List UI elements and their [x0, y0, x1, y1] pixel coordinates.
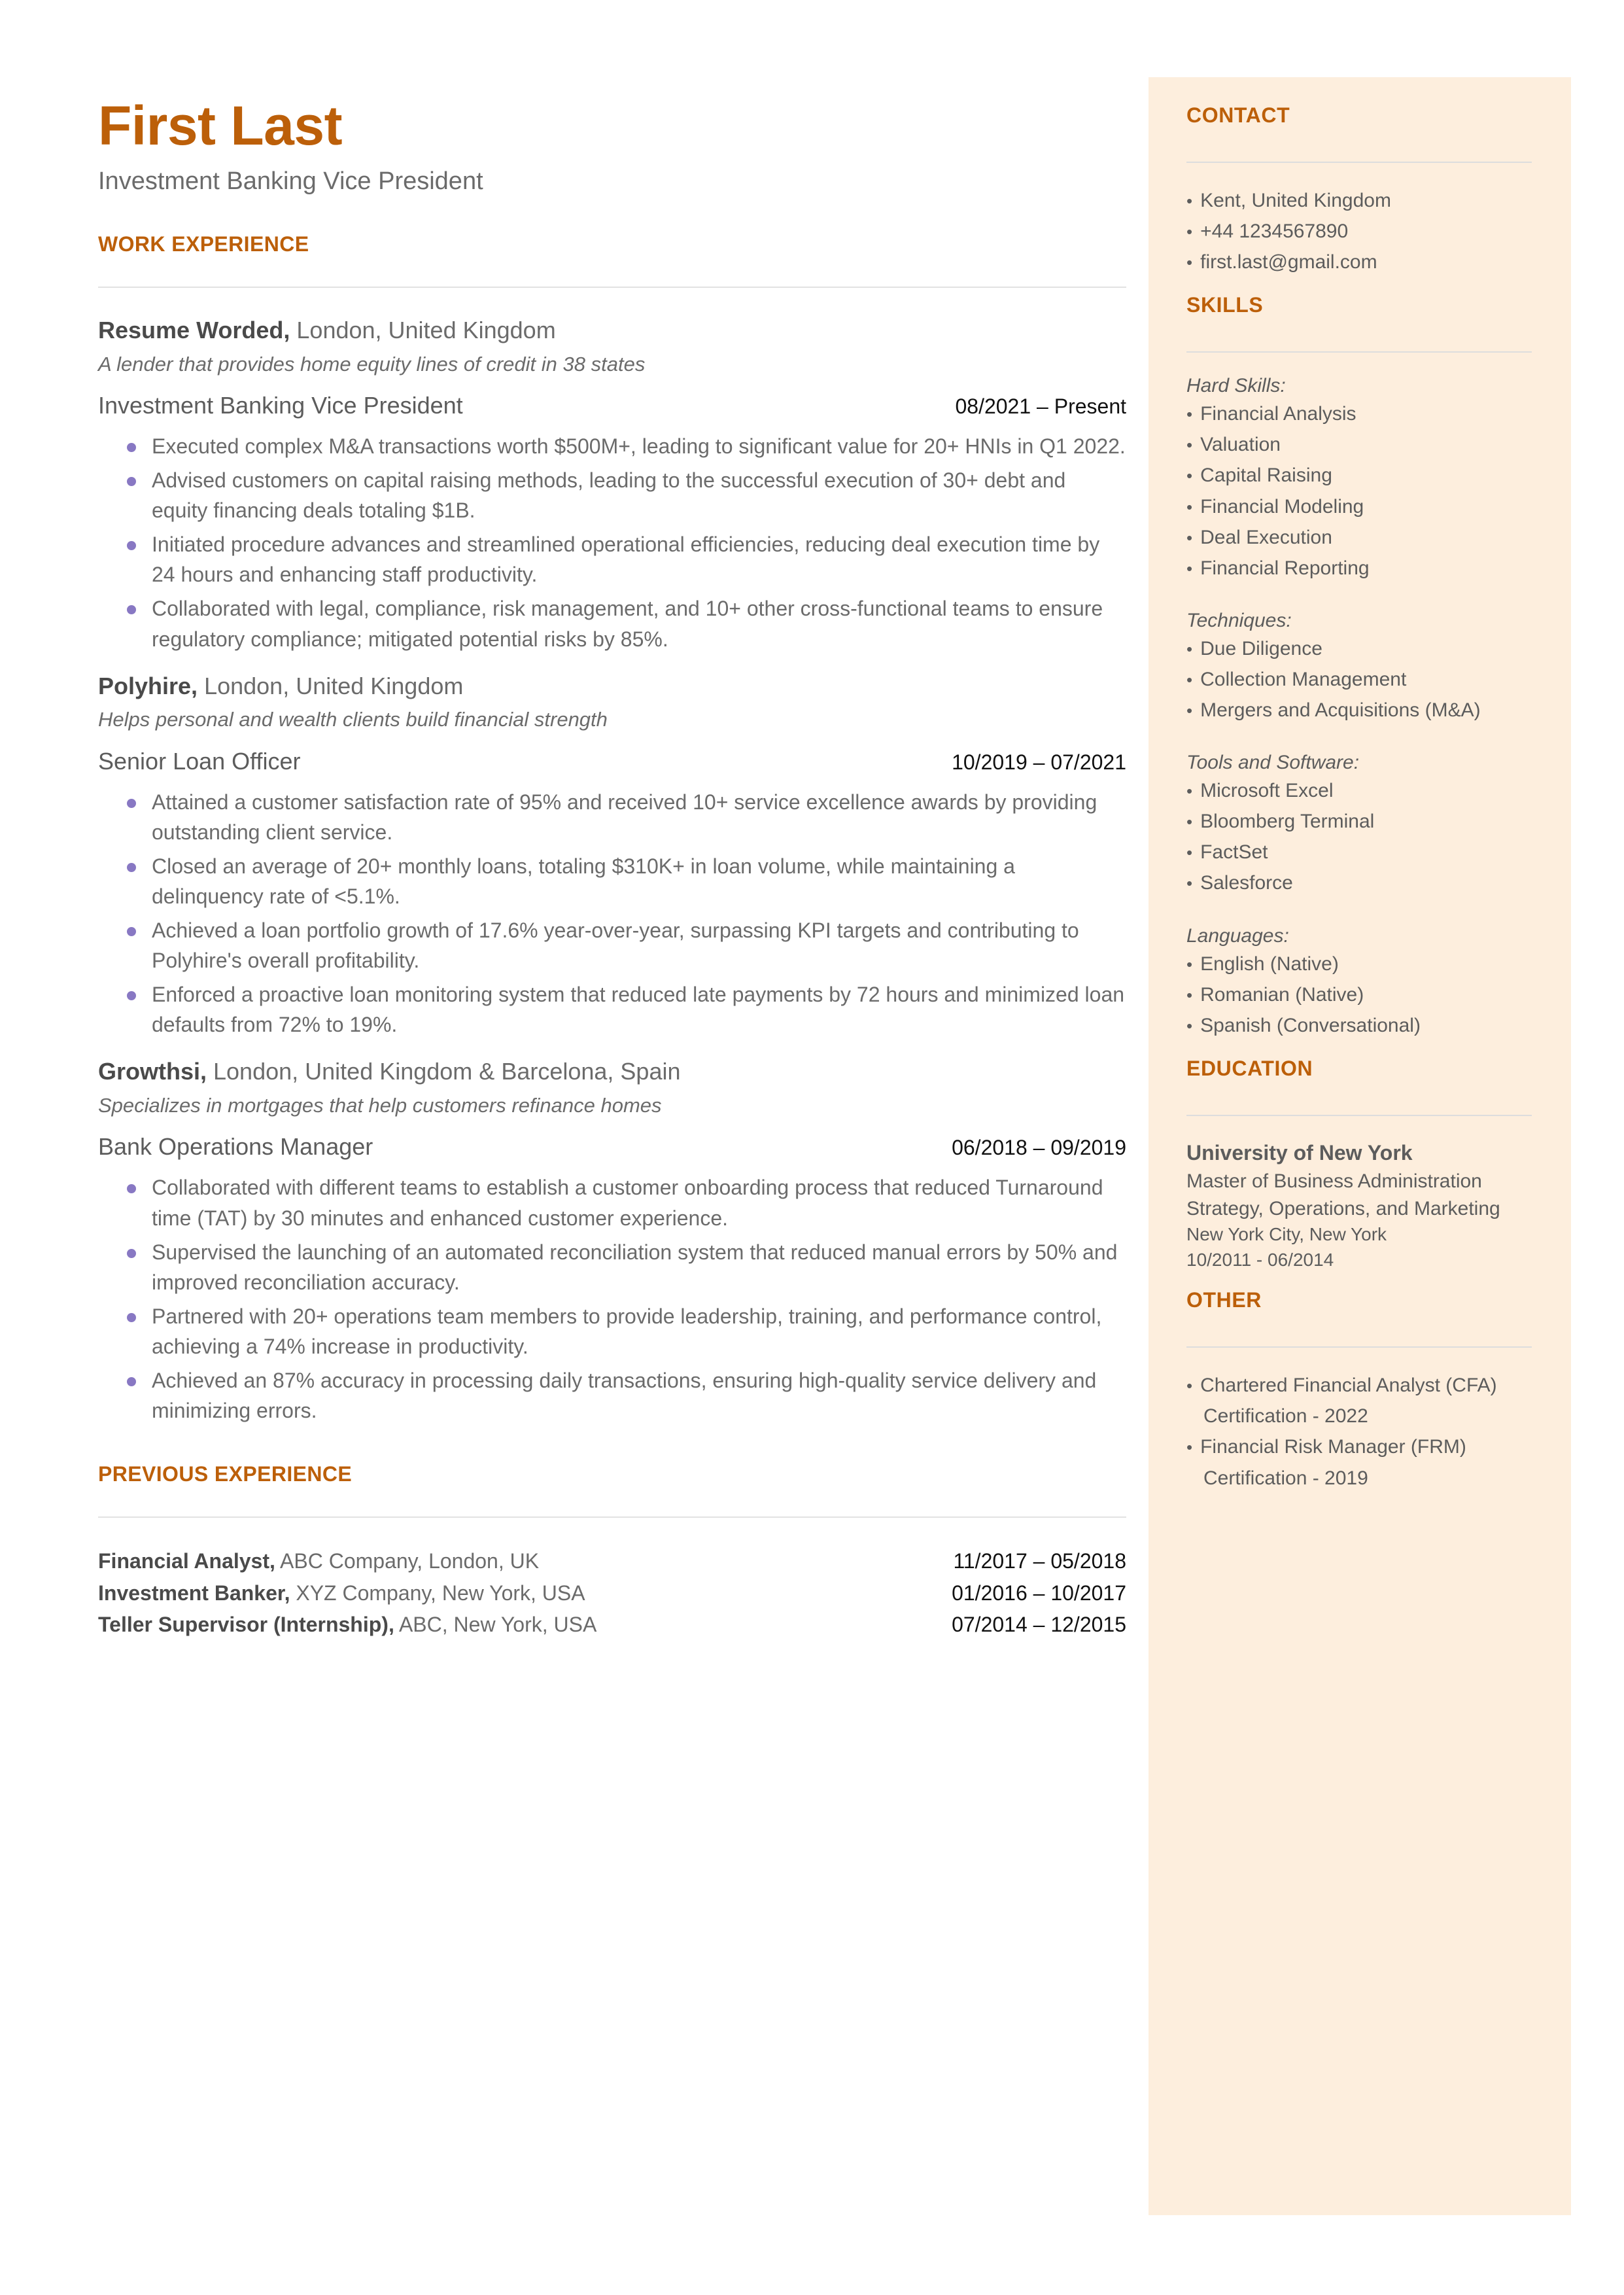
job-bullet-list	[98, 431, 1126, 654]
divider-work-experience	[98, 287, 1126, 288]
other-list	[1186, 1370, 1532, 1493]
section-heading-previous-experience: PREVIOUS EXPERIENCE	[98, 1462, 353, 1486]
job-title: Bank Operations Manager	[98, 1133, 373, 1161]
sidebar-heading-other: OTHER	[1186, 1288, 1262, 1312]
job-bullet: Initiated procedure advances and streamlined operational efficiencies, reducing deal execution time by 24 hours and enhancing staff productivity.	[98, 529, 1126, 589]
job-company-location: London, United Kingdom	[198, 672, 464, 699]
skill-item: • Collection Management	[1186, 664, 1532, 695]
other-item: • Chartered Financial Analyst (CFA) Certification - 2022	[1186, 1370, 1532, 1431]
headline: Investment Banking Vice President	[98, 167, 483, 195]
education-dates: 10/2011 - 06/2014	[1186, 1249, 1334, 1270]
job-company-name: Polyhire,	[98, 672, 198, 699]
contact-list	[1186, 185, 1532, 277]
previous-experience-role: Financial Analyst,	[98, 1549, 275, 1573]
sidebar	[1149, 77, 1571, 2215]
previous-experience-left	[98, 1545, 539, 1577]
skill-item: • Capital Raising	[1186, 460, 1532, 491]
education-school: University of New York	[1186, 1140, 1413, 1165]
skill-item: • Deal Execution	[1186, 522, 1532, 553]
job-company-description: Helps personal and wealth clients build financial strength	[98, 708, 608, 731]
previous-experience-dates: 07/2014 – 12/2015	[952, 1613, 1126, 1637]
sidebar-heading-contact: CONTACT	[1186, 103, 1290, 127]
job-bullet: Achieved a loan portfolio growth of 17.6% year-over-year, surpassing KPI targets and contributing to Polyhire's overall profitability.	[98, 915, 1126, 975]
previous-experience-dates: 11/2017 – 05/2018	[953, 1549, 1126, 1573]
job-company	[98, 671, 1126, 702]
section-heading-work-experience: WORK EXPERIENCE	[98, 232, 309, 256]
skill-item: • Due Diligence	[1186, 633, 1532, 664]
job-bullet: Closed an average of 20+ monthly loans, totaling $310K+ in loan volume, while maintaining a delinquency rate of <5.1%.	[98, 851, 1126, 911]
skill-item: • Bloomberg Terminal	[1186, 806, 1532, 837]
skill-item: • Valuation	[1186, 429, 1532, 460]
previous-experience-details: ABC Company, London, UK	[275, 1549, 540, 1573]
education-focus: Strategy, Operations, and Marketing	[1186, 1197, 1500, 1219]
job-entry	[98, 1057, 1126, 1426]
job-bullet: Enforced a proactive loan monitoring system that reduced late payments by 72 hours and minimized loan defaults from 72% to 19%.	[98, 979, 1126, 1040]
skill-item: • Spanish (Conversational)	[1186, 1010, 1532, 1041]
job-bullet: Executed complex M&A transactions worth $500M+, leading to significant value for 20+ HNIs in Q1 2022.	[98, 431, 1126, 461]
skill-item: • Mergers and Acquisitions (M&A)	[1186, 695, 1532, 726]
skills-list-hard	[1186, 398, 1532, 584]
contact-item-phone: • +44 1234567890	[1186, 216, 1532, 247]
job-title-row	[98, 1133, 1126, 1161]
job-dates: 08/2021 – Present	[955, 394, 1126, 419]
previous-experience-row	[98, 1545, 1126, 1577]
skill-item: • Financial Modeling	[1186, 491, 1532, 522]
skill-item: • Romanian (Native)	[1186, 979, 1532, 1010]
previous-experience-details: XYZ Company, New York, USA	[290, 1581, 585, 1605]
job-bullet: Collaborated with different teams to establish a customer onboarding process that reduced Turnaround time (TAT) by 30 minutes and enhanced customer experience.	[98, 1172, 1126, 1233]
job-bullet: Attained a customer satisfaction rate of 95% and received 10+ service excellence awards by providing outstanding client service.	[98, 787, 1126, 847]
job-title: Senior Loan Officer	[98, 747, 301, 775]
skills-list-languages	[1186, 949, 1532, 1041]
page-title: First Last	[98, 95, 343, 156]
job-title-row	[98, 748, 1126, 775]
previous-experience-dates: 01/2016 – 10/2017	[952, 1581, 1126, 1605]
skills-list-tools	[1186, 775, 1532, 898]
education-location: New York City, New York	[1186, 1224, 1387, 1244]
job-company	[98, 1057, 1126, 1087]
job-bullet: Collaborated with legal, compliance, risk management, and 10+ other cross-functional teams to ensure regulatory compliance; mitigated potential risks by 85%.	[98, 593, 1126, 654]
job-company-description: A lender that provides home equity lines of credit in 38 states	[98, 352, 646, 376]
skills-list-techniques	[1186, 633, 1532, 726]
job-entry	[98, 671, 1126, 1040]
skill-item: • Salesforce	[1186, 867, 1532, 898]
previous-experience-role: Teller Supervisor (Internship),	[98, 1613, 394, 1637]
previous-experience-row	[98, 1577, 1126, 1609]
skill-item: • Financial Reporting	[1186, 553, 1532, 584]
previous-experience-row	[98, 1609, 1126, 1641]
job-bullet: Partnered with 20+ operations team members to provide leadership, training, and performance control, achieving a 74% increase in productivity.	[98, 1301, 1126, 1361]
skills-group-label-techniques: Techniques:	[1186, 609, 1292, 631]
skill-item: • Microsoft Excel	[1186, 775, 1532, 806]
skill-item: • Financial Analysis	[1186, 398, 1532, 429]
contact-item-email[interactable]: • first.last@gmail.com	[1186, 247, 1532, 277]
sidebar-heading-education: EDUCATION	[1186, 1056, 1313, 1080]
job-bullet-list	[98, 1172, 1126, 1426]
skills-group-label-tools: Tools and Software:	[1186, 752, 1360, 774]
job-entry	[98, 315, 1126, 654]
divider-contact	[1186, 162, 1532, 163]
divider-education	[1186, 1115, 1532, 1116]
divider-previous-experience	[98, 1516, 1126, 1518]
education-entry	[1186, 1138, 1532, 1272]
job-bullet: Supervised the launching of an automated reconciliation system that reduced manual errors by 50% and improved reconciliation accuracy.	[98, 1237, 1126, 1297]
divider-skills	[1186, 351, 1532, 353]
job-company-location: London, United Kingdom & Barcelona, Spain	[207, 1058, 681, 1085]
other-item: • Financial Risk Manager (FRM) Certification - 2019	[1186, 1431, 1532, 1493]
job-bullet: Advised customers on capital raising methods, leading to the successful execution of 30+ debt and equity financing deals totaling $1B.	[98, 465, 1126, 525]
job-company-name: Growthsi,	[98, 1058, 207, 1085]
job-title: Investment Banking Vice President	[98, 392, 463, 419]
job-company-description: Specializes in mortgages that help customers refinance homes	[98, 1094, 662, 1117]
previous-experience-left	[98, 1577, 585, 1609]
job-bullet-list	[98, 787, 1126, 1040]
job-company-location: London, United Kingdom	[290, 317, 556, 343]
previous-experience-details: ABC, New York, USA	[394, 1613, 597, 1637]
sidebar-heading-skills: SKILLS	[1186, 293, 1264, 317]
skill-item: • English (Native)	[1186, 949, 1532, 979]
previous-experience-left	[98, 1609, 596, 1641]
divider-other	[1186, 1346, 1532, 1348]
job-dates: 06/2018 – 09/2019	[952, 1136, 1126, 1160]
skills-group-label-hard: Hard Skills:	[1186, 375, 1286, 397]
main-column	[98, 95, 1126, 1641]
job-title-row	[98, 392, 1126, 419]
job-dates: 10/2019 – 07/2021	[952, 750, 1126, 774]
education-degree: Master of Business Administration	[1186, 1170, 1482, 1193]
skill-item: • FactSet	[1186, 837, 1532, 867]
job-company	[98, 315, 1126, 346]
job-bullet: Achieved an 87% accuracy in processing daily transactions, ensuring high-quality service delivery and minimizing errors.	[98, 1365, 1126, 1426]
previous-experience-list	[98, 1545, 1126, 1641]
contact-item-location: • Kent, United Kingdom	[1186, 185, 1532, 216]
previous-experience-role: Investment Banker,	[98, 1581, 290, 1605]
skills-group-label-languages: Languages:	[1186, 924, 1289, 947]
job-company-name: Resume Worded,	[98, 317, 290, 343]
